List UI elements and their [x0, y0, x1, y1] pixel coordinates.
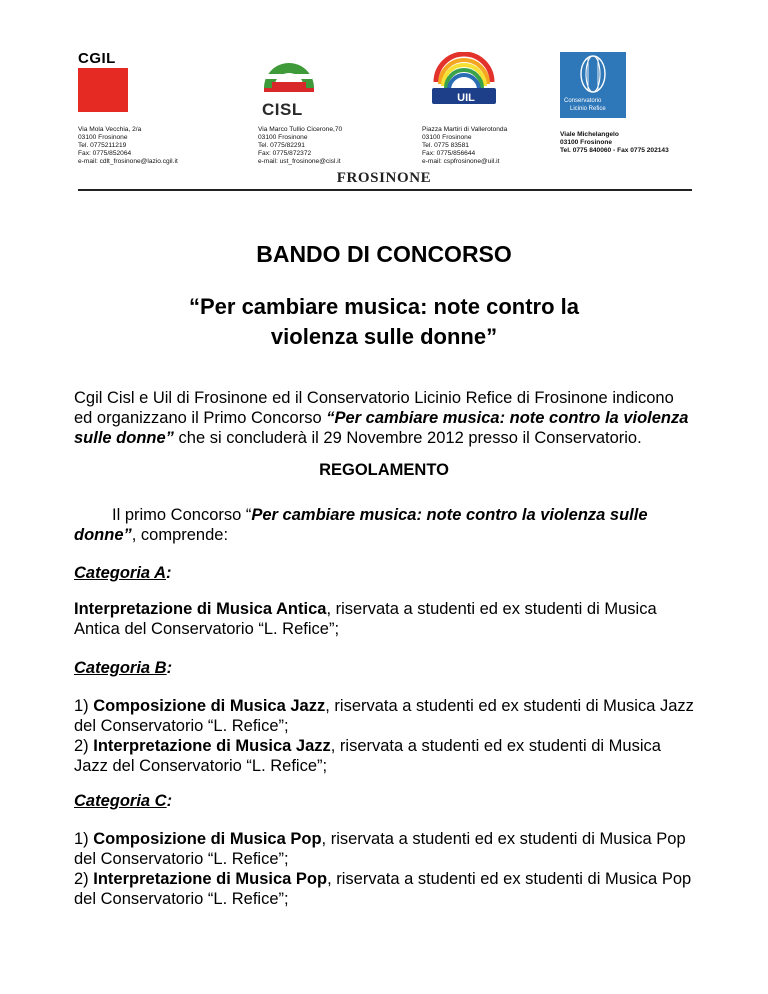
address-line: Tel. 0775 83581 [422, 142, 469, 149]
cisl-address [258, 126, 342, 166]
cgil-address [78, 126, 178, 166]
conservatorio-logo-text-1: Conservatorio [564, 98, 602, 104]
item-title: Interpretazione di Musica Jazz [93, 737, 331, 755]
item-title: Interpretazione di Musica Pop [93, 870, 328, 888]
item-text: , riservata a studenti ed ex studenti di Musica Jazz del Conservatorio “L. Refice”; [74, 697, 694, 735]
item-title: Composizione di Musica Pop [93, 830, 322, 848]
category-heading-b [74, 659, 172, 678]
address-line: 03100 Frosinone [560, 139, 613, 146]
subtitle-line: “Per cambiare musica: note contro la [188, 294, 580, 319]
category-colon: : [166, 792, 173, 810]
letterhead-city: FROSINONE [336, 170, 432, 186]
uil-logo-text: UIL [457, 92, 475, 104]
item-title: Interpretazione di Musica Antica [74, 600, 327, 618]
category-b-item-2 [74, 736, 694, 776]
uil-rainbow-icon [422, 52, 506, 120]
uil-logo [422, 52, 506, 120]
intro-text: Cgil Cisl e Uil di Frosinone ed il Conservatorio Licinio Refice di Frosinone indicono ed organizzano il Primo Concorso [74, 389, 674, 427]
uil-address [422, 126, 507, 166]
conservatorio-logo [560, 52, 626, 118]
letterhead-divider [78, 189, 692, 191]
item-title: Composizione di Musica Jazz [93, 697, 326, 715]
category-b-item-1 [74, 696, 694, 736]
address-line: Fax: 0775/856644 [422, 150, 476, 157]
cgil-logo-text: CGIL [78, 50, 116, 67]
subtitle-line: violenza sulle donne” [270, 324, 498, 349]
item-number: 2) [74, 737, 94, 755]
category-label: Categoria B [74, 659, 167, 677]
address-line: e-mail: cspfrosinone@uil.it [422, 158, 500, 165]
address-line: Viale Michelangelo [560, 131, 619, 138]
category-a-item-1 [74, 599, 694, 639]
address-line: e-mail: ust_frosinone@cisl.it [258, 158, 341, 165]
address-line: Tel. 0775 840060 - Fax 0775 202143 [560, 147, 669, 154]
cgil-logo [78, 52, 130, 112]
item-number: 2) [74, 870, 94, 888]
cisl-emblem-icon [258, 42, 320, 100]
item-text: , riservata a studenti ed ex studenti di Musica Jazz del Conservatorio “L. Refice”; [74, 737, 661, 775]
address-line: 03100 Frosinone [78, 134, 128, 141]
conservatorio-address [560, 131, 669, 155]
item-text: , riservata a studenti ed ex studenti di Musica Pop del Conservatorio “L. Refice”; [74, 870, 692, 908]
address-line: Via Mola Vecchia, 2/a [78, 126, 142, 133]
category-heading-c [74, 792, 172, 811]
category-c-item-1 [74, 829, 694, 869]
cisl-logo-text: CISL [262, 100, 303, 119]
item-number: 1) [74, 697, 94, 715]
address-line: 03100 Frosinone [258, 134, 308, 141]
intro-paragraph [74, 388, 694, 448]
category-c-item-2 [74, 869, 694, 909]
conservatorio-emblem-icon [560, 52, 626, 96]
item-text: , riservata a studenti ed ex studenti di Musica Pop del Conservatorio “L. Refice”; [74, 830, 686, 868]
category-colon: : [166, 564, 172, 582]
intro-contest-name: “Per cambiare musica: note contro la violenza sulle donne” [74, 409, 689, 447]
address-line: Via Marco Tullio Cicerone,70 [258, 126, 343, 133]
address-line: Fax: 0775/872372 [258, 150, 312, 157]
regolamento-contest-name: Per cambiare musica: note contro la violenza sulle donne” [74, 506, 648, 544]
address-line: Piazza Martiri di Vallerotonda [422, 126, 508, 133]
address-line: 03100 Frosinone [422, 134, 472, 141]
category-label: Categoria A [74, 564, 166, 582]
category-heading-a [74, 564, 172, 583]
cisl-logo [258, 42, 320, 120]
category-colon: : [166, 659, 173, 677]
item-text: , riservata a studenti ed ex studenti di Musica Antica del Conservatorio “L. Refice”; [74, 600, 657, 638]
cgil-red-square [78, 68, 128, 112]
regolamento-paragraph [74, 505, 694, 545]
regolamento-text: Il primo Concorso “ [112, 506, 252, 524]
address-line: Fax: 0775/852064 [78, 150, 132, 157]
regolamento-heading: REGOLAMENTO [319, 461, 449, 479]
address-line: e-mail: cdlt_frosinone@lazio.cgil.it [78, 158, 178, 165]
document-title: BANDO DI CONCORSO [256, 241, 512, 267]
item-number: 1) [74, 830, 94, 848]
document-subtitle [0, 292, 768, 352]
intro-text-end: che si concluderà il 29 Novembre 2012 presso il Conservatorio. [173, 429, 642, 447]
conservatorio-logo-text-2: Licinio Refice [570, 106, 606, 112]
regolamento-text-end: , comprende: [131, 526, 229, 544]
address-line: Tel. 0775/82291 [258, 142, 305, 149]
category-label: Categoria C [74, 792, 167, 810]
address-line: Tel. 0775211219 [78, 142, 127, 149]
